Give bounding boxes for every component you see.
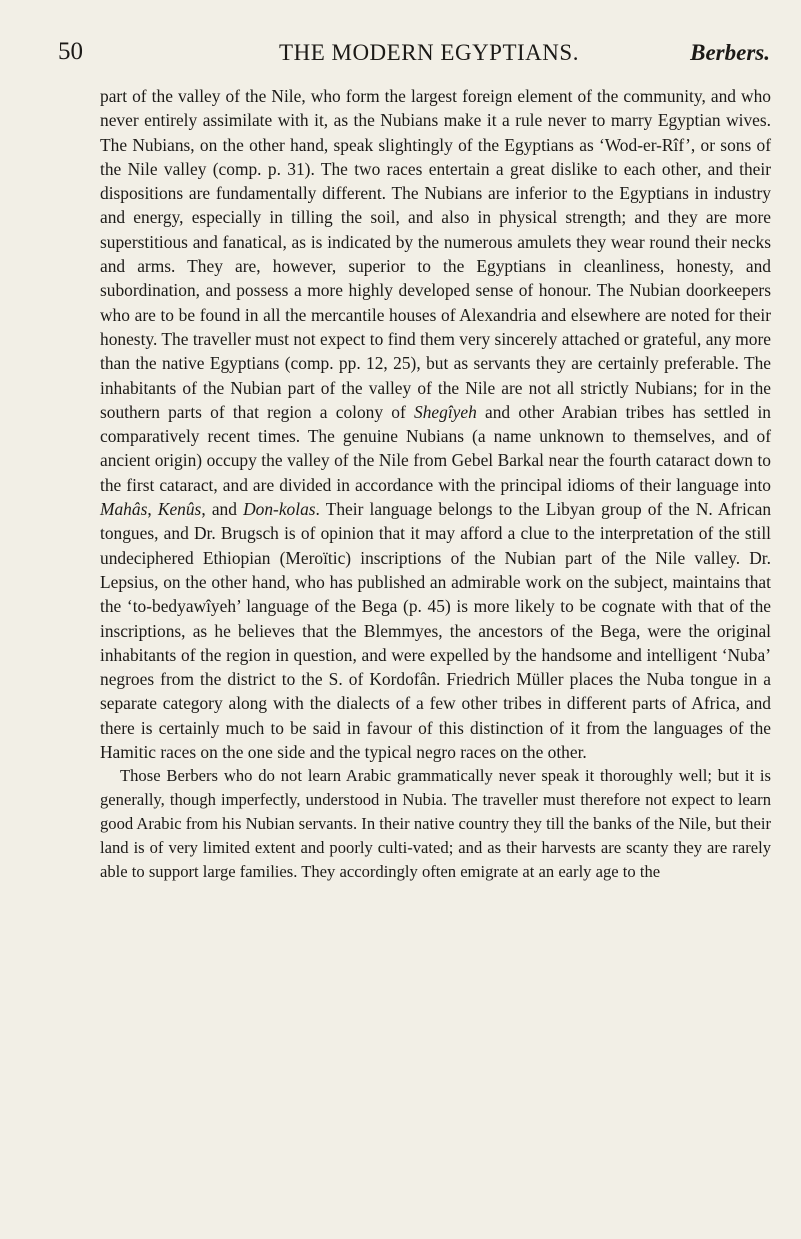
running-title: THE MODERN EGYPTIANS. [279, 40, 579, 65]
italic-term: Don-kolas [243, 499, 316, 520]
text-run: . Their language belongs to the Libyan group of the N. African tongues, and Dr. Brugsch is of opinion that it may afford a clue to the interpretation of the still undeciphered Ethiopian (Meroïtic) inscriptions of the Nubian part of the Nile valley. Dr. Lepsius, on the other hand, who has published an admirable work on the subject, maintains that the ‘to-bedyawîyeh’ language of the Bega (p. 45) is more likely to be cognate with that of the inscriptions, as he believes that the Blemmyes, the ancestors of the Bega, were the original inhabitants of the region in question, and were expelled by the handsome and intelligent ‘Nuba’ negroes from the district to the S. of Kordofân. Friedrich Müller places the Nuba tongue in a separate category along with the dialects of a few other tribes in different parts of Africa, and there is certainly much to be said in favour of this distinction of it from the languages of the Hamitic races on the one side and the typical negro races on the other. [100, 499, 772, 763]
italic-term: Shegîyeh [414, 401, 477, 422]
page-header [58, 38, 770, 68]
text-run: Those Berbers who do not learn Arabic grammatically never speak it thoroughly well; but it is generally, though imperfectly, understood in Nubia. The traveller must therefore not expect to learn good Arabic from his Nubian servants. In their native country they till the banks of the Nile, but their land is of very limited extent and poorly culti-vated; and as their harvests are scanty they are rarely able to support large families. They accordingly often emigrate at an early age to the [100, 766, 771, 882]
body-text [100, 84, 771, 884]
text-run: and other Arabian tribes has settled in comparatively recent times. The genuine Nubians (a name unknown to themselves, and of ancient origin) occupy the valley of the Nile from Gebel Barkal near the fourth cataract down to the first cataract, and are divided in accordance with the principal idioms of their language into [100, 401, 771, 495]
paragraph [100, 764, 771, 884]
paragraph [100, 84, 771, 764]
section-title: Berbers. [690, 40, 770, 65]
page-number: 50 [58, 38, 83, 65]
italic-term: Mahâs [100, 499, 148, 520]
text-run: , [147, 499, 158, 520]
text-run: part of the valley of the Nile, who form the largest foreign element of the community, and who never entirely assimilate with it, as the Nubians make it a rule never to marry Egyptian wives. The Nubians, on the other hand, speak slightingly of the Egyptians as ‘Wod-er-Rîf’, or sons of the Nile valley (comp. p. 31). The two races entertain a great dislike to each other, and their dispositions are fundamentally different. The Nubians are inferior to the Egyptians in industry and energy, especially in tilling the soil, and also in physical strength; and they are more superstitious and fanatical, as is indicated by the numerous amulets they wear round their necks and arms. They are, however, superior to the Egyptians in cleanliness, honesty, and subordination, and possess a more highly developed sense of honour. The Nubian doorkeepers who are to be found in all the mercantile houses of Alexandria and elsewhere are noted for their honesty. The traveller must not expect to find them very sincerely attached or grateful, any more than the native Egyptians (comp. pp. 12, 25), but as servants they are certainly preferable. The inhabitants of the Nubian part of the valley of the Nile are not all strictly Nubians; for in the southern parts of that region a colony of [100, 86, 771, 422]
text-run: , and [201, 499, 244, 520]
italic-term: Kenûs [157, 499, 202, 520]
